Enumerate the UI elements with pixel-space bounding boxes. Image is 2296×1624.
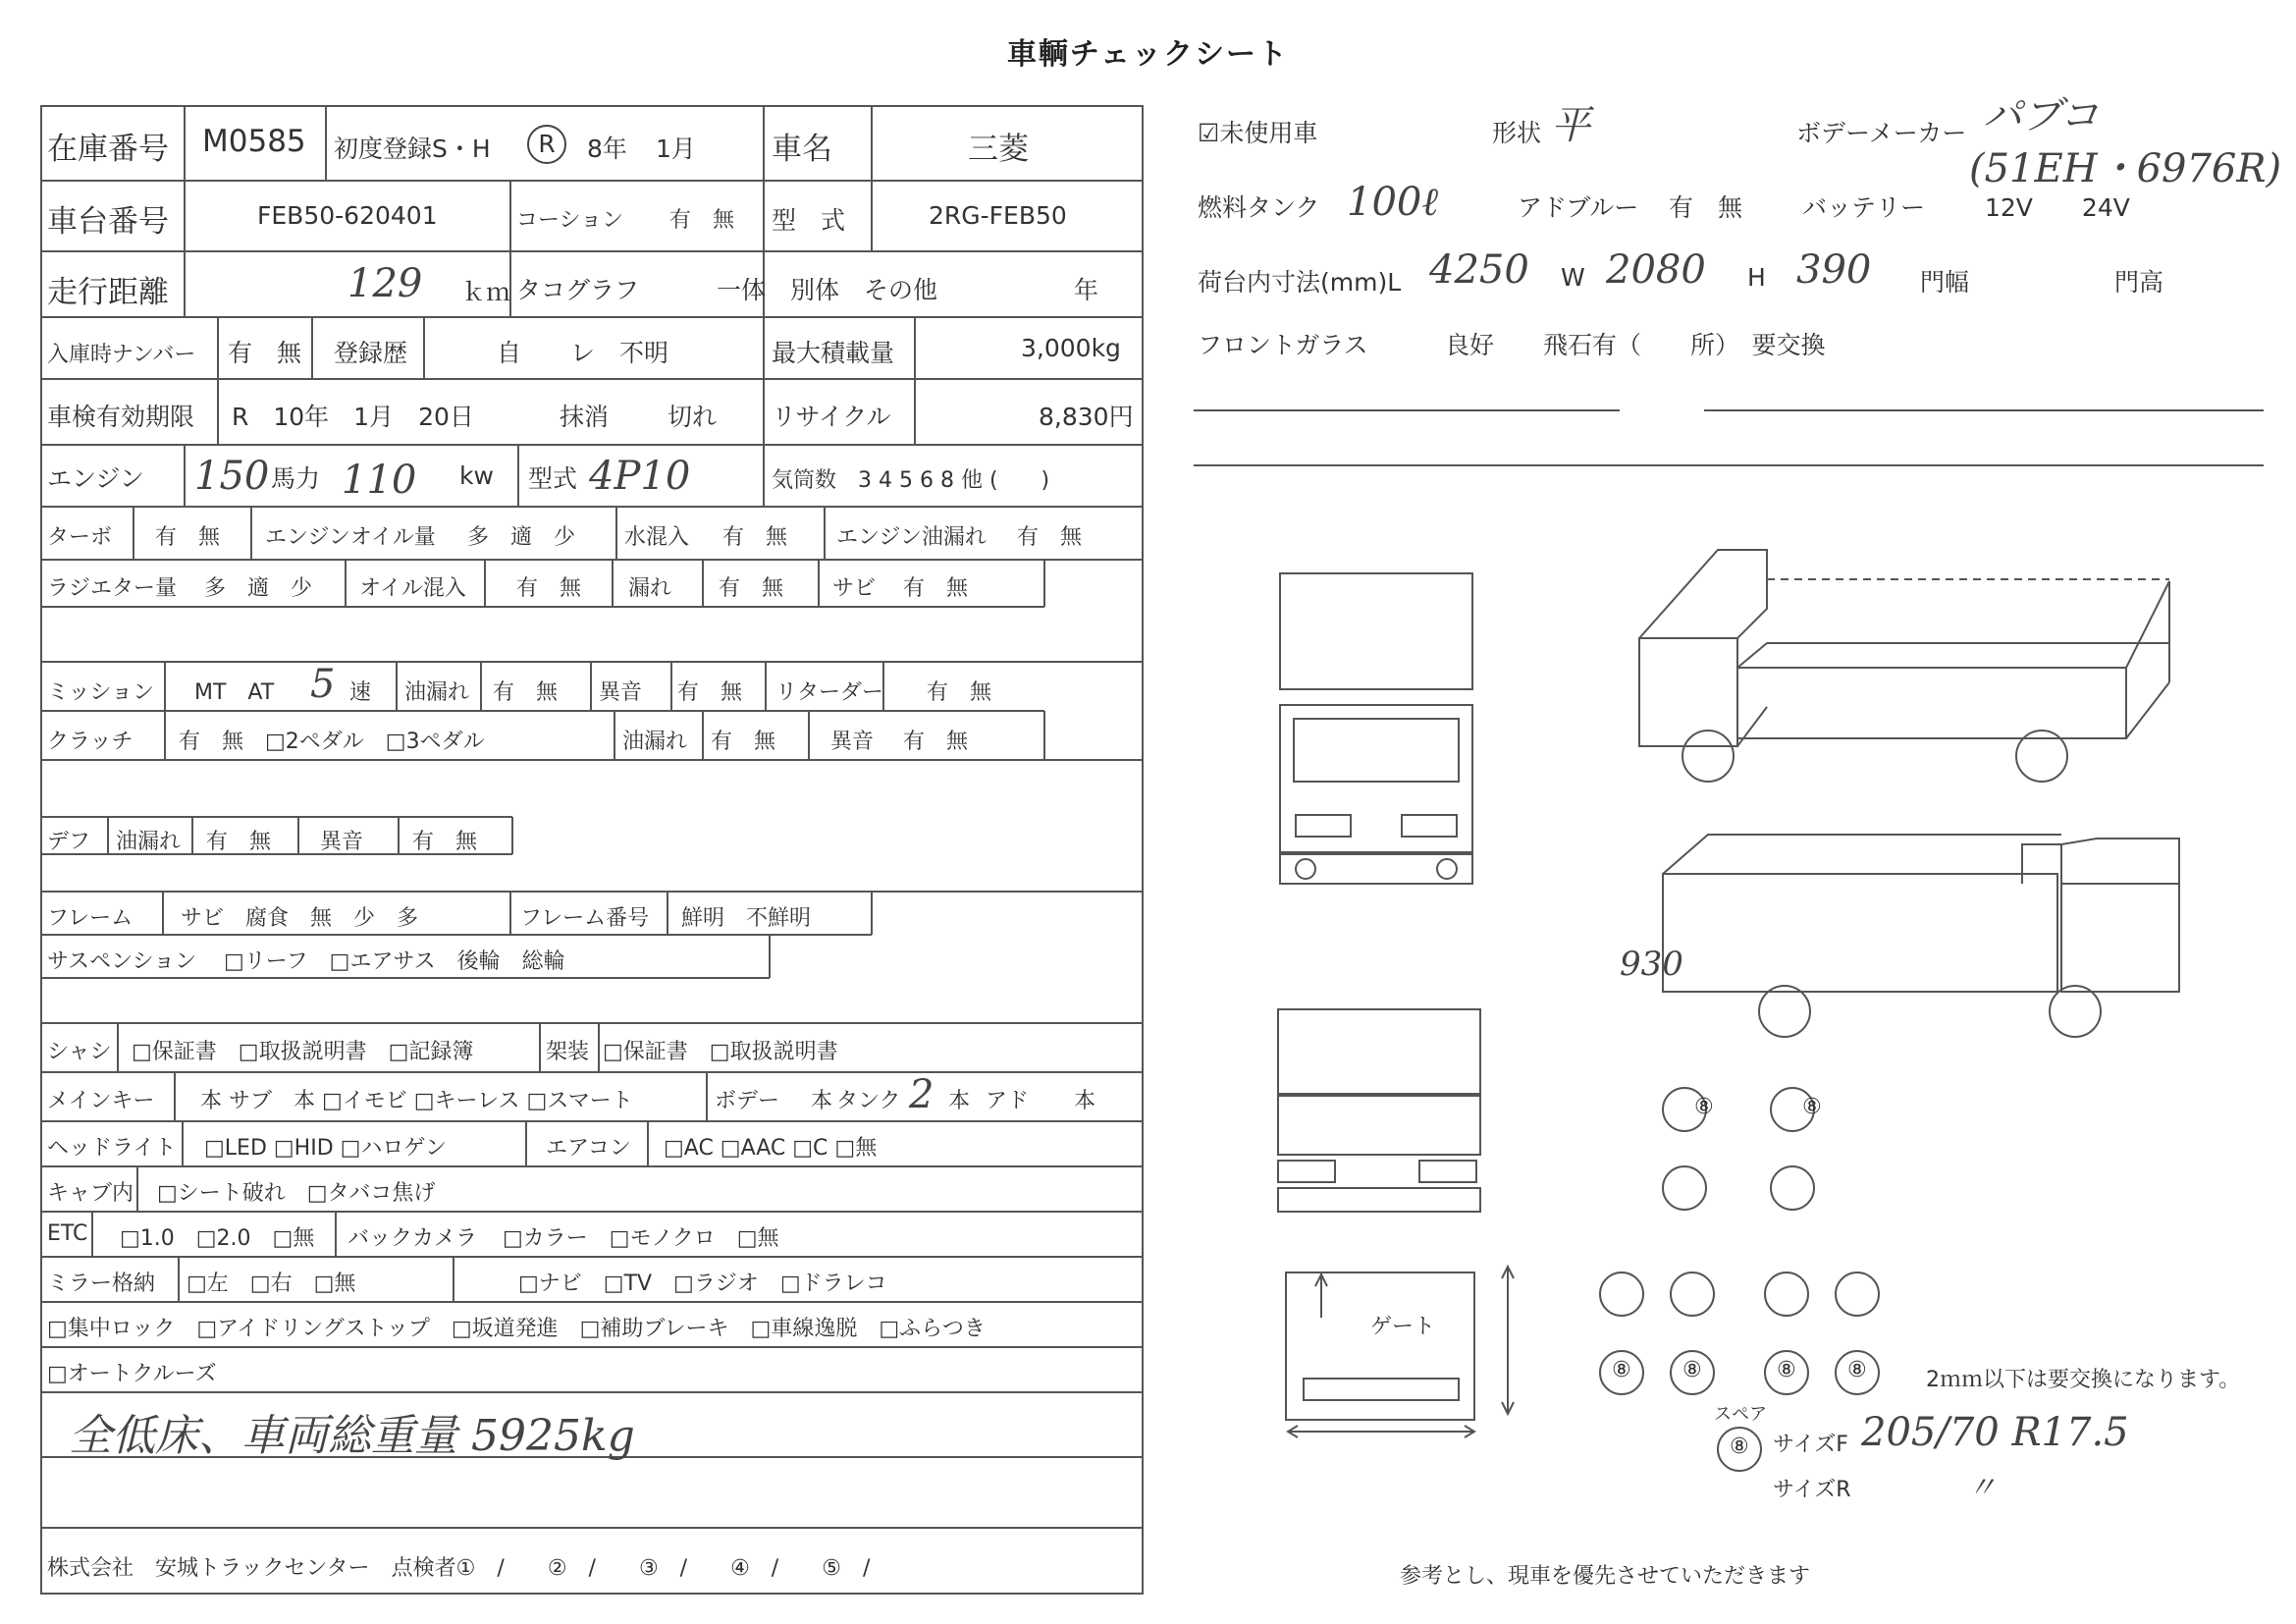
windshield-label: フロントガラス <box>1198 331 1368 359</box>
main-key-label: メインキー <box>47 1089 155 1113</box>
horsepower-label: 馬力 <box>271 464 321 493</box>
adblue-key-value: 本 <box>1074 1089 1096 1113</box>
mileage-label: 走行距離 <box>47 275 169 310</box>
speed-hw: 5 <box>310 662 336 707</box>
max-load-label: 最大積載量 <box>772 339 895 367</box>
radiator-options: 多 適 少 <box>204 576 313 601</box>
stock-number-label: 在庫番号 <box>47 132 169 167</box>
aircon-label: エアコン <box>546 1136 631 1161</box>
radiator-leak-options: 有 無 <box>719 576 784 601</box>
era-circle: R <box>527 125 566 164</box>
nav-options: □ナビ □TV □ラジオ □ドラレコ <box>518 1272 887 1296</box>
clutch-noise-options: 有 無 <box>903 730 969 754</box>
gate-label: ゲート <box>1370 1315 1436 1339</box>
transmission-options: MT AT <box>194 680 275 705</box>
entry-plate-options: 有 無 <box>228 339 302 367</box>
tank-key-label: タンク <box>836 1089 901 1113</box>
recycle-label: リサイクル <box>772 403 891 431</box>
first-reg-year: 8年 <box>587 135 627 163</box>
tire-tread-8-spare: ⑧ <box>1730 1435 1749 1459</box>
rust-options: 有 無 <box>903 576 969 601</box>
headlight-options: □LED □HID □ハロゲン <box>204 1136 447 1161</box>
fuel-tank-label: 燃料タンク <box>1198 193 1320 222</box>
tire-size-front-hw: 205/70 R17.5 <box>1861 1410 2129 1455</box>
clutch-options: 有 無 □2ペダル □3ペダル <box>179 730 485 754</box>
etc-options: □1.0 □2.0 □無 <box>120 1226 315 1251</box>
suspension-label: サスペンション <box>47 949 197 974</box>
caution-label: コーション <box>516 208 624 233</box>
engine-oil-label: エンジンオイル量 <box>265 525 436 550</box>
clutch-leak-options: 有 無 <box>711 730 776 754</box>
tread-note: 2ｍｍ以下は要交換になります。 <box>1926 1368 2241 1392</box>
diff-leak-label: 油漏れ <box>116 830 182 854</box>
aircon-options: □AC □AAC □C □無 <box>664 1136 878 1161</box>
fuel-tank-hw: 100ℓ <box>1347 180 1439 225</box>
equipment-options: □集中ロック □アイドリングストップ □坂道発進 □補助ブレーキ □車線逸脱 □ふらつき <box>47 1317 986 1341</box>
model-value: 2RG-FEB50 <box>929 201 1067 230</box>
clutch-noise-label: 異音 <box>830 730 875 754</box>
frame-number-options: 鮮明 不鮮明 <box>681 906 812 931</box>
diff-label: デフ <box>47 830 91 854</box>
water-mix-label: 水混入 <box>624 525 690 550</box>
chassis-docs-label: シャシ <box>47 1040 112 1064</box>
battery-options: 12V 24V <box>1985 193 2130 222</box>
diff-leak-options: 有 無 <box>206 830 272 854</box>
water-mix-options: 有 無 <box>722 525 788 550</box>
body-docs-options: □保証書 □取扱説明書 <box>603 1040 838 1064</box>
retarder-options: 有 無 <box>927 680 992 705</box>
shape-hw: 平 <box>1551 103 1590 148</box>
disclaimer: 参考とし、現車を優先させていただきます <box>1400 1564 1811 1589</box>
reg-history-label: 登録歴 <box>334 339 408 367</box>
windshield-options: 良好 飛石有（ 所） 要交換 <box>1445 331 1826 359</box>
page-title: 車輌チェックシート <box>1006 37 1290 72</box>
kw-label: kw <box>459 461 494 490</box>
turbo-options: 有 無 <box>155 525 221 550</box>
first-reg-label: 初度登録S・H <box>334 135 491 163</box>
tire-tread-8-a: ⑧ <box>1694 1095 1714 1119</box>
bed-width-label: W <box>1561 263 1585 292</box>
tire-size-rear-hw: 〃 <box>1967 1471 1997 1505</box>
frame-number-label: フレーム番号 <box>520 906 650 931</box>
rust-label: サビ <box>832 576 877 601</box>
tire-size-front-label: サイズF <box>1773 1433 1848 1457</box>
transmission-label: ミッション <box>47 680 155 705</box>
oil-mix-options: 有 無 <box>516 576 582 601</box>
stock-number-value: M0585 <box>202 124 306 159</box>
side-height-hw: 930 <box>1620 945 1683 984</box>
trans-noise-label: 異音 <box>599 680 643 705</box>
body-key-label: ボデー <box>715 1089 780 1113</box>
headlight-label: ヘッドライト <box>47 1136 177 1161</box>
battery-label: バッテリー <box>1802 193 1926 222</box>
frame-options: サビ 腐食 無 少 多 <box>181 906 419 931</box>
spare-label: スペア <box>1714 1404 1767 1425</box>
engine-leak-label: エンジン油漏れ <box>836 525 987 550</box>
back-camera-options: □カラー □モノクロ □無 <box>503 1226 779 1251</box>
cylinders: 気筒数 3 4 5 6 8 他 ( ) <box>772 468 1050 493</box>
deregistered: 抹消 <box>560 403 610 431</box>
radiator-label: ラジエター量 <box>47 576 178 601</box>
adblue-key-label: アド <box>986 1089 1030 1113</box>
note-handwritten: 全低床、車両総重量 5925kg <box>69 1411 635 1461</box>
etc-label: ETC <box>47 1221 88 1246</box>
trans-leak-label: 油漏れ <box>404 680 470 705</box>
first-reg-month: 1月 <box>656 135 696 163</box>
chassis-number-value: FEB50-620401 <box>257 201 438 230</box>
tire-tread-8-f: ⑧ <box>1847 1358 1867 1382</box>
trans-noise-options: 有 無 <box>677 680 743 705</box>
tachograph-year: 年 <box>1074 276 1099 304</box>
engine-hw-1: 150 <box>194 454 270 499</box>
engine-model-hw: 4P10 <box>589 454 691 499</box>
bed-dimension-label: 荷台内寸法(mm)L <box>1198 268 1402 297</box>
caution-options: 有 無 <box>669 208 735 233</box>
tire-tread-8-c: ⑧ <box>1612 1358 1631 1382</box>
car-name-label: 車名 <box>772 132 832 167</box>
tire-tread-8-e: ⑧ <box>1777 1358 1796 1382</box>
back-camera-label: バックカメラ <box>347 1226 478 1251</box>
diff-noise-label: 異音 <box>320 830 364 854</box>
retarder-label: リターダー <box>775 680 884 705</box>
tire-size-rear-label: サイズR <box>1773 1478 1851 1502</box>
body-docs-label: 架装 <box>546 1040 590 1064</box>
trans-leak-options: 有 無 <box>493 680 559 705</box>
body-maker-hw-model: (51EH・6976R) <box>1969 146 2282 191</box>
diff-noise-options: 有 無 <box>412 830 478 854</box>
clutch-label: クラッチ <box>47 730 133 754</box>
inspection-expiry-label: 車検有効期限 <box>47 403 195 431</box>
inspector-footer: 株式会社 安城トラックセンター 点検者① / ② / ③ / ④ / ⑤ / <box>47 1556 871 1581</box>
entry-plate-label: 入庫時ナンバー <box>47 343 196 367</box>
clutch-leak-label: 油漏れ <box>622 730 688 754</box>
expired: 切れ <box>667 403 718 431</box>
chassis-number-label: 車台番号 <box>47 204 169 240</box>
mirror-fold-options: □左 □右 □無 <box>187 1272 356 1296</box>
radiator-leak-label: 漏れ <box>628 576 672 601</box>
tachograph-options: 一体 別体 その他 <box>717 276 938 304</box>
mirror-fold-label: ミラー格納 <box>47 1272 156 1296</box>
max-load-value: 3,000kg <box>1021 334 1121 362</box>
recycle-value: 8,830円 <box>1039 403 1134 431</box>
tire-tread-8-b: ⑧ <box>1802 1095 1822 1119</box>
body-maker-hw: パブコ <box>1983 93 2099 138</box>
frame-label: フレーム <box>47 906 133 931</box>
engine-model-label: 型式 <box>528 464 578 493</box>
mileage-unit: ｋｍ <box>461 278 511 306</box>
tachograph-label: タコグラフ <box>516 276 640 304</box>
main-key-options: 本 サブ 本 □イモビ □キーレス □スマート <box>200 1089 633 1113</box>
tank-key-value: 本 <box>948 1089 971 1113</box>
engine-oil-options: 多 適 少 <box>467 525 576 550</box>
turbo-label: ターボ <box>47 525 113 550</box>
reg-history-options: 自 レ 不明 <box>497 339 669 367</box>
bed-height-label: H <box>1747 263 1766 292</box>
unused-vehicle-check: ☑未使用車 <box>1198 119 1318 147</box>
body-key-value: 本 <box>811 1089 833 1113</box>
door-height-label: 門高 <box>2114 268 2164 297</box>
cab-options: □シート破れ □タバコ焦げ <box>157 1181 436 1206</box>
chassis-docs-options: □保証書 □取扱説明書 □記録簿 <box>132 1040 474 1064</box>
engine-leak-options: 有 無 <box>1017 525 1083 550</box>
cab-label: キャブ内 <box>47 1181 134 1206</box>
bed-height-hw: 390 <box>1796 247 1872 293</box>
auto-cruise-option: □オートクルーズ <box>47 1362 217 1386</box>
tire-tread-8-d: ⑧ <box>1682 1358 1702 1382</box>
oil-mix-label: オイル混入 <box>359 576 466 601</box>
body-maker-label: ボデーメーカー <box>1796 119 1967 147</box>
suspension-options: □リーフ □エアサス 後輪 総輪 <box>224 949 565 974</box>
adblue-label: アドブルー <box>1518 193 1639 222</box>
engine-label: エンジン <box>47 464 144 493</box>
horsepower-hw: 110 <box>342 458 417 503</box>
shape-label: 形状 <box>1492 119 1542 147</box>
inspection-expiry-date: R 10年 1月 20日 <box>232 403 474 431</box>
tank-key-hw: 2 <box>909 1072 934 1117</box>
car-name-value: 三菱 <box>968 132 1029 167</box>
door-width-label: 門幅 <box>1920 268 1970 297</box>
bed-length-hw: 4250 <box>1429 247 1529 293</box>
bed-width-hw: 2080 <box>1606 247 1706 293</box>
adblue-options: 有 無 <box>1669 193 1743 222</box>
model-label: 型 式 <box>772 206 846 235</box>
speed-label: 速 <box>349 680 372 705</box>
mileage-handwritten: 129 <box>347 261 423 306</box>
